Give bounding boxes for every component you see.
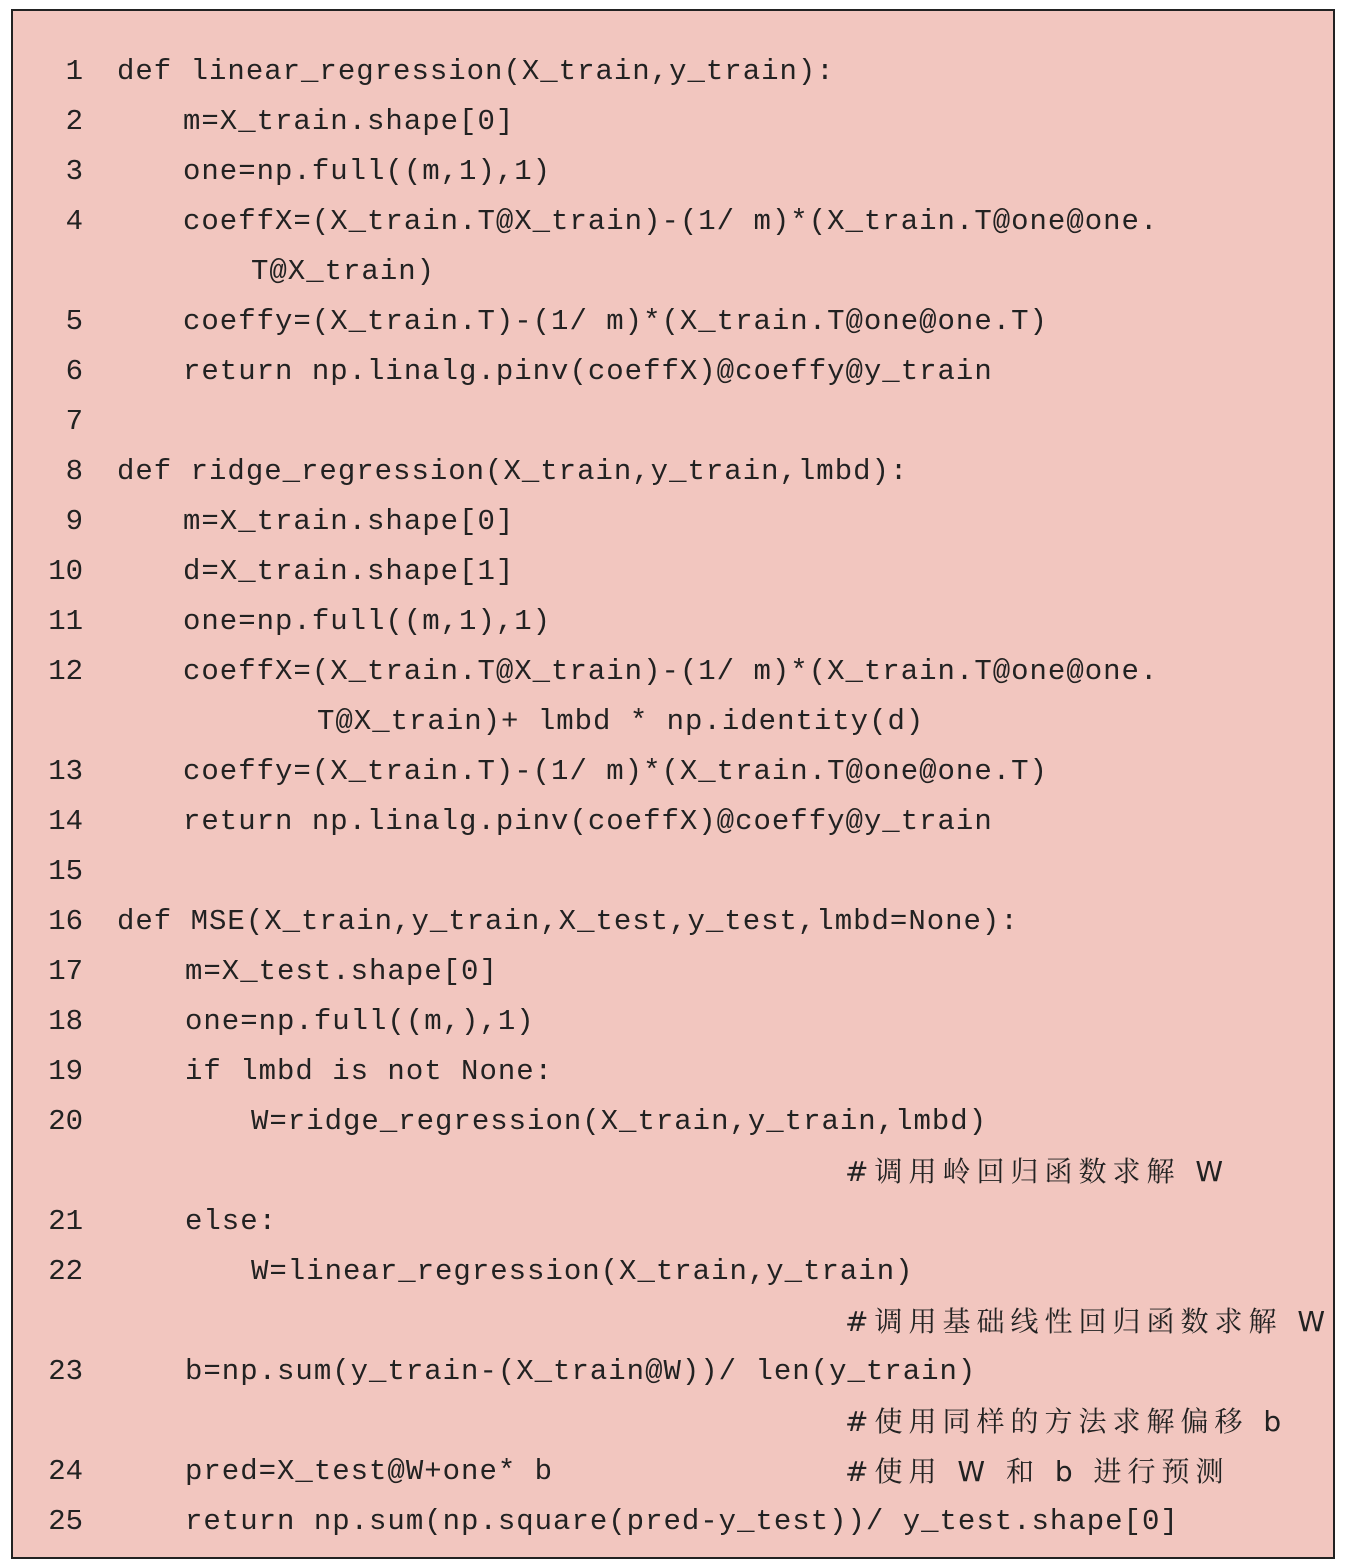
code-text: else: [185, 1205, 278, 1238]
line-number: 22 [48, 1255, 83, 1288]
line-number: 7 [65, 405, 83, 438]
code-text: m=X_test.shape[0] [185, 955, 498, 988]
line-number: 24 [48, 1455, 83, 1488]
code-text: def ridge_regression(X_train,y_train,lmbd): [117, 455, 909, 488]
code-line [13, 847, 1333, 897]
line-number: 20 [48, 1105, 83, 1138]
code-text: coeffX=(X_train.T@X_train)-(1/ m)*(X_train.T@one@one. [183, 655, 1159, 688]
code-line [13, 447, 1333, 497]
code-line [13, 197, 1333, 247]
line-number: 3 [65, 155, 83, 188]
code-text: return np.linalg.pinv(coeffX)@coeffy@y_train [183, 805, 993, 838]
code-line [13, 1347, 1333, 1397]
code-line [13, 147, 1333, 197]
code-line [13, 47, 1333, 97]
line-number: 13 [48, 755, 83, 788]
code-line [13, 1247, 1333, 1297]
code-text: b=np.sum(y_train-(X_train@W))/ len(y_train) [185, 1355, 977, 1388]
code-text: def MSE(X_train,y_train,X_test,y_test,lmbd=None): [117, 905, 1019, 938]
code-line [13, 1297, 1333, 1347]
code-line [13, 1097, 1333, 1147]
line-number: 8 [65, 455, 83, 488]
code-line [13, 497, 1333, 547]
code-line [13, 297, 1333, 347]
code-text: m=X_train.shape[0] [183, 105, 515, 138]
code-text: coeffy=(X_train.T)-(1/ m)*(X_train.T@one@one.T) [183, 755, 1048, 788]
line-number: 15 [48, 855, 83, 888]
code-line [13, 597, 1333, 647]
code-text: d=X_train.shape[1] [183, 555, 515, 588]
code-line [13, 1447, 1333, 1497]
code-line [13, 1497, 1333, 1547]
code-text: W=linear_regression(X_train,y_train) [251, 1255, 914, 1288]
code-line [13, 347, 1333, 397]
code-text: coeffy=(X_train.T)-(1/ m)*(X_train.T@one@one.T) [183, 305, 1048, 338]
line-number: 18 [48, 1005, 83, 1038]
code-line [13, 1147, 1333, 1197]
line-number: 6 [65, 355, 83, 388]
code-listing [11, 9, 1335, 1559]
code-text: coeffX=(X_train.T@X_train)-(1/ m)*(X_train.T@one@one. [183, 205, 1159, 238]
line-number: 10 [48, 555, 83, 588]
code-text: W=ridge_regression(X_train,y_train,lmbd) [251, 1105, 988, 1138]
line-number: 16 [48, 905, 83, 938]
code-comment: #使用同样的方法求解偏移 b [845, 1405, 1288, 1438]
code-text: if lmbd is not None: [185, 1055, 554, 1088]
line-number: 5 [65, 305, 83, 338]
code-text: def linear_regression(X_train,y_train): [117, 55, 835, 88]
line-number: 9 [65, 505, 83, 538]
code-line [13, 647, 1333, 697]
line-number: 19 [48, 1055, 83, 1088]
line-number: 12 [48, 655, 83, 688]
code-text: return np.sum(np.square(pred-y_test))/ y_test.shape[0] [185, 1505, 1179, 1538]
line-number: 21 [48, 1205, 83, 1238]
code-text: return np.linalg.pinv(coeffX)@coeffy@y_train [183, 355, 993, 388]
line-number: 2 [65, 105, 83, 138]
line-number: 4 [65, 205, 83, 238]
code-line [13, 97, 1333, 147]
line-number: 1 [65, 55, 83, 88]
code-text: T@X_train)+ lmbd * np.identity(d) [317, 705, 925, 738]
code-text: T@X_train) [251, 255, 436, 288]
line-number: 23 [48, 1355, 83, 1388]
code-text: one=np.full((m,),1) [185, 1005, 535, 1038]
code-comment: #调用基础线性回归函数求解 W [845, 1305, 1332, 1338]
line-number: 17 [48, 955, 83, 988]
code-line [13, 1197, 1333, 1247]
code-text: m=X_train.shape[0] [183, 505, 515, 538]
code-line [13, 797, 1333, 847]
code-text: one=np.full((m,1),1) [183, 605, 552, 638]
code-text: one=np.full((m,1),1) [183, 155, 552, 188]
line-number: 14 [48, 805, 83, 838]
code-line [13, 897, 1333, 947]
code-line [13, 697, 1333, 747]
line-number: 11 [48, 605, 83, 638]
line-number: 25 [48, 1505, 83, 1538]
code-line [13, 547, 1333, 597]
code-comment: #调用岭回归函数求解 W [845, 1155, 1230, 1188]
code-text: pred=X_test@W+one* b [185, 1455, 554, 1488]
code-line [13, 247, 1333, 297]
code-line [13, 397, 1333, 447]
code-line [13, 1397, 1333, 1447]
code-line [13, 947, 1333, 997]
code-line [13, 747, 1333, 797]
code-line [13, 1047, 1333, 1097]
code-line [13, 997, 1333, 1047]
code-comment: #使用 W 和 b 进行预测 [845, 1455, 1230, 1488]
